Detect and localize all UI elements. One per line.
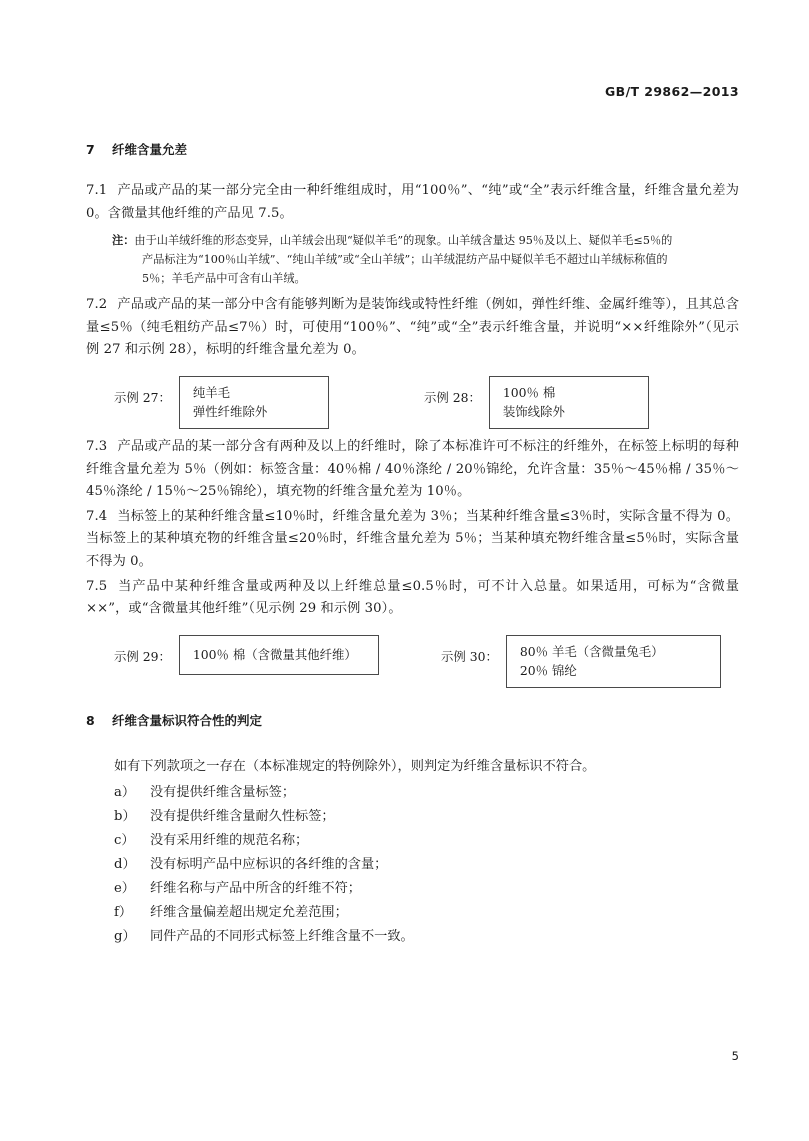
note-text-3: 5％；羊毛产品中可含有山羊绒。 xyxy=(142,272,306,286)
list-item xyxy=(114,925,739,949)
example-28-box xyxy=(489,376,649,429)
example-30 xyxy=(441,635,721,688)
example-29-label: 示例 29： xyxy=(114,648,171,664)
list-item-marker: c） xyxy=(114,832,135,848)
paragraph-7-1 xyxy=(86,180,739,225)
paragraph-7-5 xyxy=(86,576,739,621)
page-header-standard-code: GB/T 29862—2013 xyxy=(604,84,739,99)
example-30-box xyxy=(506,635,721,688)
list-item-text: 同件产品的不同形式标签上纤维含量不一致。 xyxy=(150,928,414,944)
note-label: 注： xyxy=(112,233,135,248)
example-30-line-2: 20％ 锦纶 xyxy=(519,662,577,678)
note-text-2: 产品标注为“100％山羊绒”、“纯山羊绒”或“全山羊绒”；山羊绒混纺产品中疑似羊毛不超过山羊绒标称值的 xyxy=(142,253,668,267)
paragraph-7-1-number: 7.1 xyxy=(86,183,108,198)
paragraph-7-1-text: 产品或产品的某一部分完全由一种纤维组成时，用“100％”、“纯”或“全”表示纤维含量，纤维含量允差为 0。含微量其他纤维的产品见 7.5。 xyxy=(86,183,739,221)
section-8-item-list xyxy=(86,781,739,949)
example-28-line-1: 100％ 棉 xyxy=(502,384,556,400)
paragraph-7-2-number: 7.2 xyxy=(86,297,108,313)
section-8-intro: 如有下列款项之一存在（本标准规定的特例除外），则判定为纤维含量标识不符合。 xyxy=(114,758,596,774)
note-text-1: 由于山羊绒纤维的形态变异，山羊绒会出现“疑似羊毛”的现象。山羊绒含量达 95％及以上、疑似羊毛≤5％的 xyxy=(134,234,673,248)
list-item-marker: f） xyxy=(114,904,133,920)
paragraph-7-4 xyxy=(86,506,739,574)
example-28 xyxy=(424,376,649,429)
list-item-text: 没有提供纤维含量耐久性标签； xyxy=(150,808,335,824)
paragraph-7-2-text: 产品或产品的某一部分中含有能够判断为是装饰线或特性纤维（例如，弹性纤维、金属纤维等），且其总含量≤5％（纯毛粗纺产品≤7％）时，可使用“100％”、“纯”或“全”表示纤维含量，并说明“××纤维除外”（见示例 27 和示例 28），标明的纤维含量允差为 0。 xyxy=(86,297,739,358)
list-item xyxy=(114,805,739,829)
section-8-title: 纤维含量标识符合性的判定 xyxy=(112,712,263,728)
page-number: 5 xyxy=(731,1049,739,1063)
examples-27-28 xyxy=(86,376,739,422)
example-28-label: 示例 28： xyxy=(424,389,481,405)
list-item-text: 纤维含量偏差超出规定允差范围； xyxy=(150,904,348,920)
list-item-marker: g） xyxy=(114,928,136,944)
list-item xyxy=(114,853,739,877)
note-line-1 xyxy=(112,231,739,250)
section-8-heading xyxy=(86,711,739,729)
list-item-text: 纤维名称与产品中所含的纤维不符； xyxy=(150,880,361,896)
paragraph-7-5-number: 7.5 xyxy=(86,578,108,594)
example-27-box xyxy=(179,376,329,429)
list-item xyxy=(114,781,739,805)
list-item-marker: a） xyxy=(114,784,136,800)
section-7-title: 纤维含量允差 xyxy=(112,142,188,157)
example-29-box xyxy=(179,635,379,675)
list-item-text: 没有采用纤维的规范名称； xyxy=(150,832,309,848)
example-30-line-1: 80％ 羊毛（含微量兔毛） xyxy=(519,643,664,659)
example-28-line-2: 装饰线除外 xyxy=(502,403,565,419)
example-27-line-2: 弹性纤维除外 xyxy=(192,403,268,419)
example-27-line-1: 纯羊毛 xyxy=(192,384,231,400)
list-item xyxy=(114,829,739,853)
paragraph-7-3-number: 7.3 xyxy=(86,438,108,454)
list-item-text: 没有标明产品中应标识的各纤维的含量； xyxy=(150,856,388,872)
list-item-marker: d） xyxy=(114,856,136,872)
paragraph-7-4-text: 当标签上的某种纤维含量≤10％时，纤维含量允差为 3％；当某种纤维含量≤3％时，实际含量不得为 0。当标签上的某种填充物的纤维含量≤20％时，纤维含量允差为 5％；当某种填充物纤维含量≤5％时，实际含量不得为 0。 xyxy=(86,508,739,569)
section-8-number: 8 xyxy=(86,712,95,728)
example-27 xyxy=(114,376,329,429)
list-item xyxy=(114,877,739,901)
paragraph-7-5-text: 当产品中某种纤维含量或两种及以上纤维总量≤0.5％时，可不计入总量。如果适用，可标为“含微量××”，或“含微量其他纤维”（见示例 29 和示例 30）。 xyxy=(86,578,739,617)
page-content xyxy=(86,140,739,949)
section-7-heading xyxy=(86,140,739,158)
list-item-text: 没有提供纤维含量标签； xyxy=(150,784,296,800)
section-7-number: 7 xyxy=(86,142,95,157)
example-27-label: 示例 27： xyxy=(114,389,171,405)
example-29-line-1: 100％ 棉（含微量其他纤维） xyxy=(192,646,357,662)
example-29 xyxy=(114,635,379,675)
example-30-label: 示例 30： xyxy=(441,648,498,664)
note-block xyxy=(112,231,739,288)
list-item-marker: e） xyxy=(114,880,135,896)
examples-29-30 xyxy=(86,635,739,681)
list-item-marker: b） xyxy=(114,808,136,824)
paragraph-7-3-text: 产品或产品的某一部分含有两种及以上的纤维时，除了本标准许可不标注的纤维外，在标签上标明的每种纤维含量允差为 5％（例如：标签含量：40％棉 / 40％涤纶 / 20％锦纶，允许含量：35％～45％棉 / 35％～45％涤纶 / 15％～25％锦纶），填充物的纤维含量允差为 10％。 xyxy=(86,438,739,500)
paragraph-7-4-number: 7.4 xyxy=(86,508,108,524)
list-item xyxy=(114,901,739,925)
paragraph-7-3 xyxy=(86,436,739,504)
paragraph-7-2 xyxy=(86,294,739,362)
